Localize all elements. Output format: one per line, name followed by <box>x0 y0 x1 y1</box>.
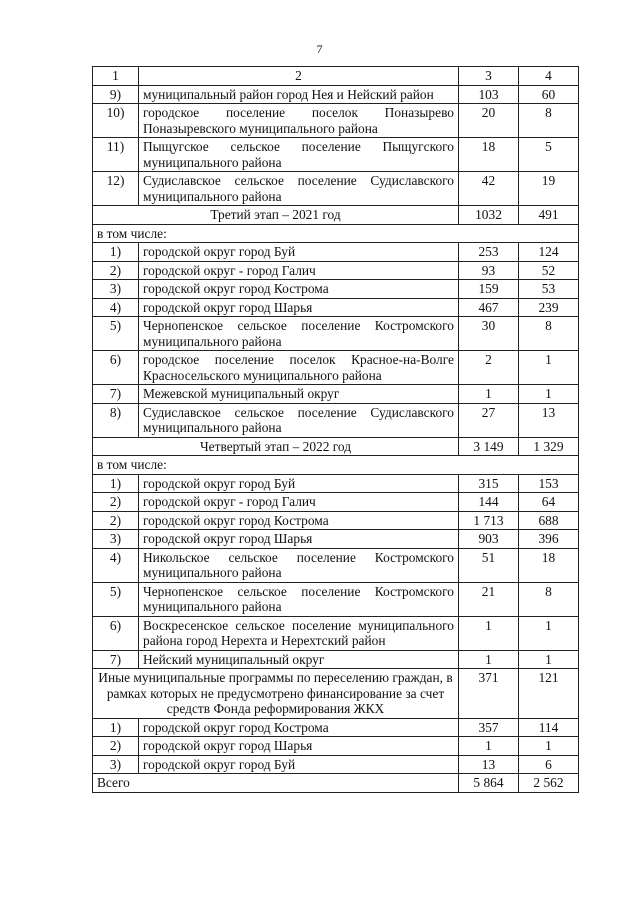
value-col4: 52 <box>519 261 579 280</box>
value-col3: 1 713 <box>459 511 519 530</box>
value-col3: 159 <box>459 280 519 299</box>
programs-value-col3: 371 <box>459 669 519 719</box>
value-col4: 8 <box>519 582 579 616</box>
header-cell-col4: 4 <box>519 67 579 86</box>
total-label: Всего <box>93 774 459 793</box>
row-number: 12) <box>93 172 139 206</box>
municipality-name: Судиславское сельское поселение Судиславского муниципального района <box>139 403 459 437</box>
value-col3: 1 <box>459 385 519 404</box>
sub-row <box>93 224 579 243</box>
table-row <box>93 298 579 317</box>
municipality-name: городской округ город Буй <box>139 243 459 262</box>
row-number: 3) <box>93 530 139 549</box>
municipality-name: городской округ город Кострома <box>139 280 459 299</box>
municipality-name: городской округ город Кострома <box>139 511 459 530</box>
value-col4: 688 <box>519 511 579 530</box>
resettlement-table <box>92 66 579 793</box>
table-row <box>93 755 579 774</box>
row-number: 2) <box>93 737 139 756</box>
header-cell-col3: 3 <box>459 67 519 86</box>
value-col4: 5 <box>519 138 579 172</box>
value-col4: 19 <box>519 172 579 206</box>
table-row <box>93 104 579 138</box>
municipality-name: городское поселение поселок Красное-на-Волге Красносельского муниципального района <box>139 351 459 385</box>
table-row <box>93 548 579 582</box>
value-col3: 13 <box>459 755 519 774</box>
municipality-name: городской округ город Шарья <box>139 530 459 549</box>
subheading: в том числе: <box>93 224 579 243</box>
table-row <box>93 385 579 404</box>
header-cell-num: 1 <box>93 67 139 86</box>
stage-row <box>93 437 579 456</box>
table-row <box>93 493 579 512</box>
value-col3: 93 <box>459 261 519 280</box>
municipality-name: Пыщугское сельское поселение Пыщугского муниципального района <box>139 138 459 172</box>
value-col4: 8 <box>519 317 579 351</box>
subheading: в том числе: <box>93 456 579 475</box>
table-row <box>93 511 579 530</box>
value-col4: 13 <box>519 403 579 437</box>
programs-value-col4: 121 <box>519 669 579 719</box>
table-row <box>93 243 579 262</box>
value-col4: 1 <box>519 737 579 756</box>
row-number: 3) <box>93 755 139 774</box>
value-col3: 42 <box>459 172 519 206</box>
row-number: 8) <box>93 403 139 437</box>
row-number: 2) <box>93 261 139 280</box>
stage-title: Третий этап – 2021 год <box>93 206 459 225</box>
stage-value-col4: 1 329 <box>519 437 579 456</box>
value-col4: 64 <box>519 493 579 512</box>
table-row <box>93 85 579 104</box>
value-col3: 357 <box>459 718 519 737</box>
table-row <box>93 616 579 650</box>
value-col3: 103 <box>459 85 519 104</box>
municipality-name: городской округ город Буй <box>139 474 459 493</box>
municipality-name: Чернопенское сельское поселение Костромского муниципального района <box>139 582 459 616</box>
table-row <box>93 650 579 669</box>
value-col4: 1 <box>519 385 579 404</box>
stage-title: Четвертый этап – 2022 год <box>93 437 459 456</box>
municipality-name: Судиславское сельское поселение Судиславского муниципального района <box>139 172 459 206</box>
municipality-name: городской округ - город Галич <box>139 493 459 512</box>
municipality-name: городской округ город Кострома <box>139 718 459 737</box>
table-row <box>93 317 579 351</box>
row-number: 3) <box>93 280 139 299</box>
table-row <box>93 718 579 737</box>
value-col4: 1 <box>519 616 579 650</box>
municipality-name: городской округ - город Галич <box>139 261 459 280</box>
stage-value-col3: 3 149 <box>459 437 519 456</box>
row-number: 1) <box>93 718 139 737</box>
value-col3: 253 <box>459 243 519 262</box>
row-number: 11) <box>93 138 139 172</box>
other-programs-title: Иные муниципальные программы по переселению граждан, в рамках которых не предусмотрено финансирование за счет средств Фонда реформирования ЖКХ <box>93 669 459 719</box>
value-col3: 20 <box>459 104 519 138</box>
value-col4: 8 <box>519 104 579 138</box>
value-col3: 903 <box>459 530 519 549</box>
value-col3: 21 <box>459 582 519 616</box>
table-row <box>93 261 579 280</box>
table-row <box>93 403 579 437</box>
table-header-row <box>93 67 579 86</box>
sub-row <box>93 456 579 475</box>
row-number: 2) <box>93 511 139 530</box>
table-row <box>93 530 579 549</box>
value-col3: 51 <box>459 548 519 582</box>
value-col3: 467 <box>459 298 519 317</box>
row-number: 5) <box>93 317 139 351</box>
value-col4: 18 <box>519 548 579 582</box>
row-number: 4) <box>93 298 139 317</box>
value-col3: 315 <box>459 474 519 493</box>
row-number: 6) <box>93 351 139 385</box>
value-col3: 27 <box>459 403 519 437</box>
value-col3: 1 <box>459 737 519 756</box>
row-number: 10) <box>93 104 139 138</box>
municipality-name: Межевской муниципальный округ <box>139 385 459 404</box>
value-col4: 124 <box>519 243 579 262</box>
row-number: 6) <box>93 616 139 650</box>
row-number: 9) <box>93 85 139 104</box>
value-col4: 1 <box>519 351 579 385</box>
table-row <box>93 351 579 385</box>
row-number: 7) <box>93 385 139 404</box>
municipality-name: Воскресенское сельское поселение муниципального района город Нерехта и Нерехтский район <box>139 616 459 650</box>
value-col4: 114 <box>519 718 579 737</box>
table-row <box>93 474 579 493</box>
municipality-name: городской округ город Шарья <box>139 737 459 756</box>
table-row <box>93 138 579 172</box>
prog-row <box>93 669 579 719</box>
value-col3: 144 <box>459 493 519 512</box>
table-row <box>93 582 579 616</box>
total-value-col3: 5 864 <box>459 774 519 793</box>
value-col3: 30 <box>459 317 519 351</box>
value-col3: 1 <box>459 650 519 669</box>
row-number: 4) <box>93 548 139 582</box>
table-row <box>93 737 579 756</box>
municipality-name: Чернопенское сельское поселение Костромского муниципального района <box>139 317 459 351</box>
row-number: 1) <box>93 243 139 262</box>
municipality-name: муниципальный район город Нея и Нейский район <box>139 85 459 104</box>
stage-row <box>93 206 579 225</box>
municipality-name: Никольское сельское поселение Костромского муниципального района <box>139 548 459 582</box>
value-col3: 18 <box>459 138 519 172</box>
value-col4: 239 <box>519 298 579 317</box>
municipality-name: городской округ город Буй <box>139 755 459 774</box>
page-number: 7 <box>316 42 323 56</box>
row-number: 7) <box>93 650 139 669</box>
stage-value-col3: 1032 <box>459 206 519 225</box>
value-col4: 53 <box>519 280 579 299</box>
row-number: 5) <box>93 582 139 616</box>
value-col4: 153 <box>519 474 579 493</box>
value-col3: 2 <box>459 351 519 385</box>
table-row <box>93 172 579 206</box>
row-number: 1) <box>93 474 139 493</box>
stage-value-col4: 491 <box>519 206 579 225</box>
total-value-col4: 2 562 <box>519 774 579 793</box>
row-number: 2) <box>93 493 139 512</box>
value-col4: 396 <box>519 530 579 549</box>
value-col4: 60 <box>519 85 579 104</box>
municipality-name: городское поселение поселок Поназырево Поназыревского муниципального района <box>139 104 459 138</box>
value-col4: 1 <box>519 650 579 669</box>
value-col4: 6 <box>519 755 579 774</box>
total-row <box>93 774 579 793</box>
municipality-name: городской округ город Шарья <box>139 298 459 317</box>
municipality-name: Нейский муниципальный округ <box>139 650 459 669</box>
value-col3: 1 <box>459 616 519 650</box>
table-row <box>93 280 579 299</box>
header-cell-name: 2 <box>139 67 459 86</box>
